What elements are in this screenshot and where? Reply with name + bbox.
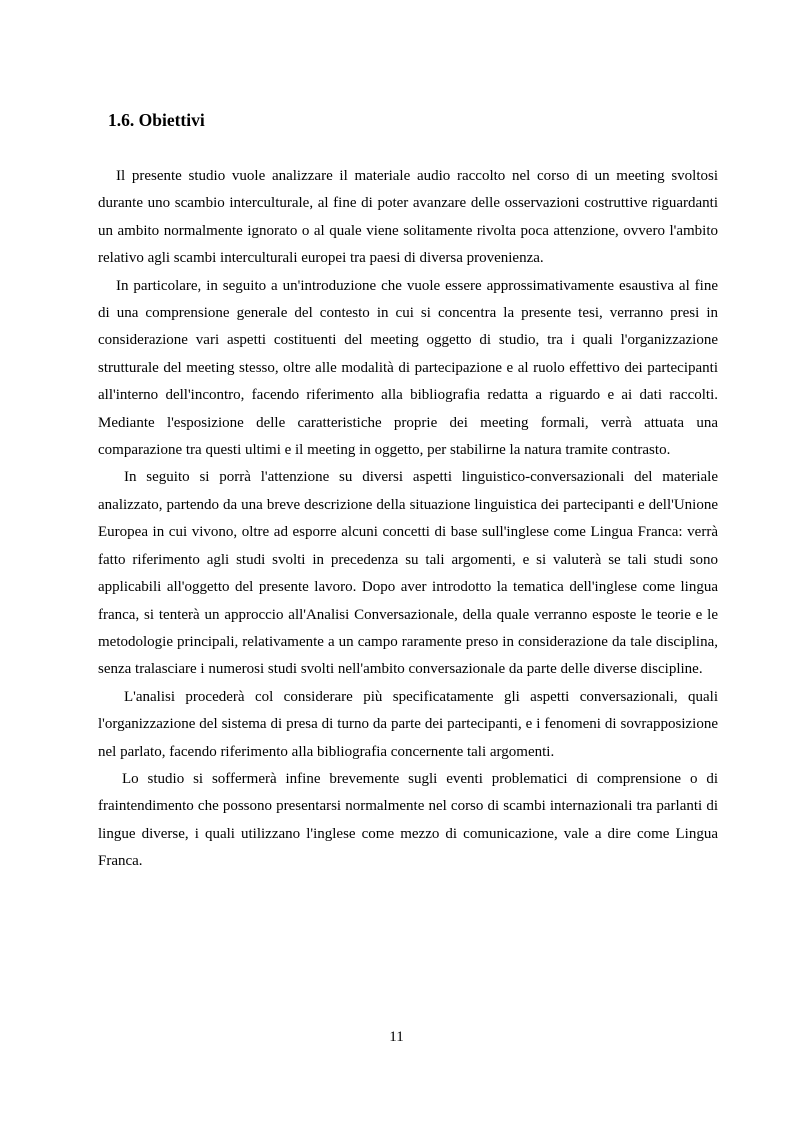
paragraph-4: L'analisi procederà col considerare più specificatamente gli aspetti conversazionali, quali l'organizzazione del sistema di presa di turno da parte dei partecipanti, e i fenomeni di sovrapposizione nel parlato, facendo riferimento alla bibliografia concernente tali argomenti. [98,688,718,760]
body-text [98,163,718,876]
section-title: 1.6. Obiettivi [108,110,205,130]
paragraph-2: In particolare, in seguito a un'introduzione che vuole essere approssimativamente esaustiva al fine di una comprensione generale del contesto in cui si concentra la presente tesi, verranno presi in considerazione vari aspetti costituenti del meeting oggetto di studio, tra i quali l'organizzazione strutturale del meeting stesso, oltre alle modalità di partecipazione e al ruolo effettivo dei partecipanti all'interno dell'incontro, facendo riferimento alla bibliografia redatta a riguardo e ai dati raccolti. Mediante l'esposizione delle caratteristiche proprie dei meeting formali, verrà attuata una comparazione tra questi ultimi e il meeting in oggetto, per stabilirne la natura tramite contrasto. [98,277,718,459]
page-number: 11 [389,1029,404,1045]
paragraph-3: In seguito si porrà l'attenzione su diversi aspetti linguistico-conversazionali del materiale analizzato, partendo da una breve descrizione della situazione linguistica dei partecipanti e dell'Unione Europea in cui vivono, oltre ad esporre alcuni concetti di base sull'inglese come Lingua Franca: verrà fatto riferimento agli studi svolti in precedenza su tali argomenti, e si valuterà se tali studi sono applicabili all'oggetto del presente lavoro. Dopo aver introdotto la tematica dell'inglese come lingua franca, si tenterà un approccio all'Analisi Conversazionale, della quale verranno esposte le teorie e le metodologie principali, relativamente a un campo raramente preso in considerazione da tale disciplina, senza tralasciare i numerosi studi svolti nell'ambito conversazionale da parte delle diverse discipline. [98,469,718,678]
paragraph-5: Lo studio si soffermerà infine brevemente sugli eventi problematici di comprensione o di fraintendimento che possono presentarsi normalmente nel corso di scambi internazionali tra parlanti di lingue diverse, i quali utilizzano l'inglese come mezzo di comunicazione, vale a dire come Lingua Franca. [98,770,718,870]
paragraph-1: Il presente studio vuole analizzare il materiale audio raccolto nel corso di un meeting svoltosi durante uno scambio interculturale, al fine di poter avanzare delle osservazioni costruttive riguardanti un ambito normalmente ignorato o al quale viene solitamente rivolta poca attenzione, ovvero l'ambito relativo agli scambi interculturali europei tra paesi di diversa provenienza. [98,168,718,267]
